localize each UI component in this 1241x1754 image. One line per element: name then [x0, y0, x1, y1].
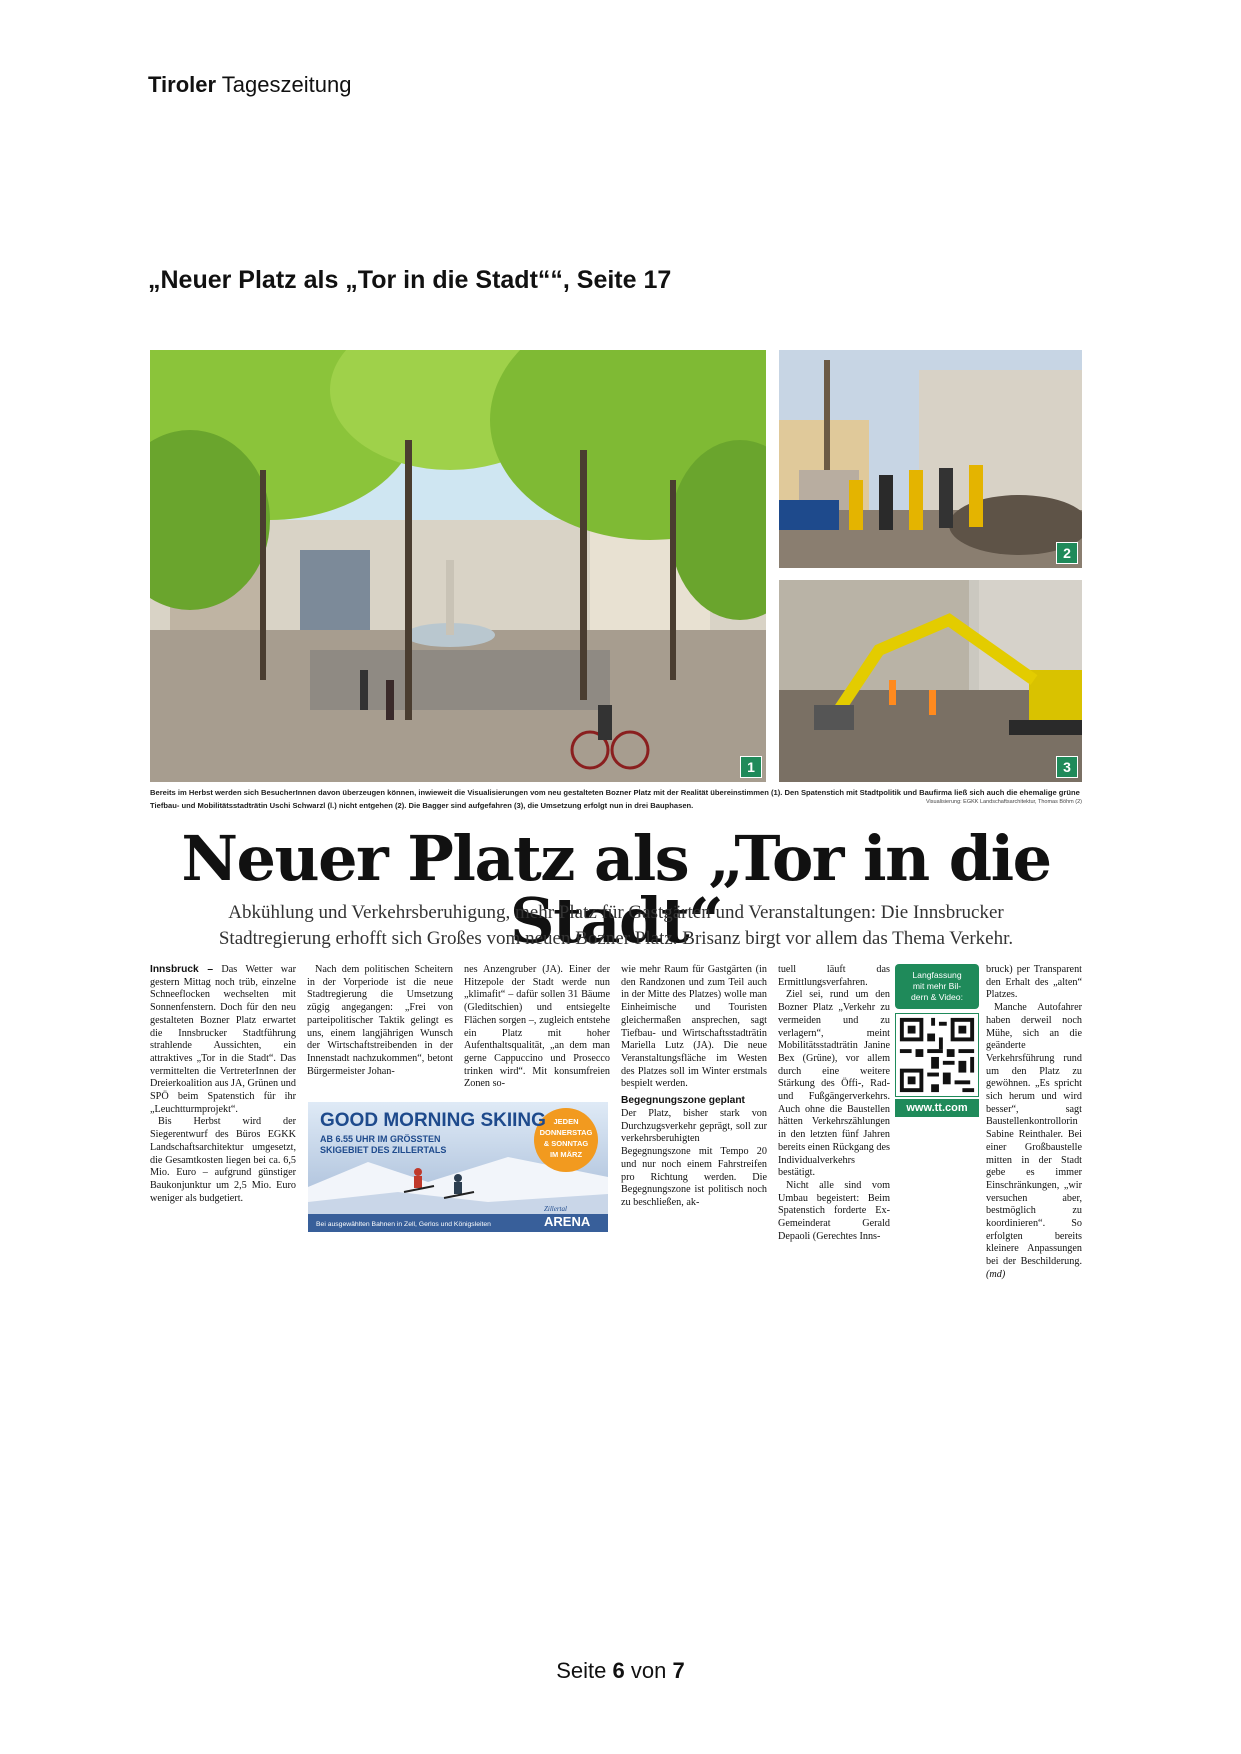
ad-brand: ARENA [544, 1214, 591, 1229]
ad-footer: Bei ausgewählten Bahnen in Zell, Gerlos und Königsleiten [316, 1221, 491, 1228]
article-reference: „Neuer Platz als „Tor in die Stadt““, Seite 17 [148, 266, 672, 294]
article-column-5 [778, 964, 890, 1243]
paragraph: Bis Herbst wird der Siegerentwurf des Büros EGKK Landschaftsarchitektur umgesetzt, die Gesamtkosten liegen bei ca. 6,5 Mio. Euro – aufgrund günstiger Baukonjunktur um 2,5 Mio. Euro weniger als budgetiert. [150, 1116, 296, 1204]
ad-badge-line-3: & SONNTAG [543, 1139, 589, 1148]
footer-prefix: Seite [556, 1658, 607, 1683]
photo-visualization [150, 350, 766, 782]
publication-name-bold: Tiroler [148, 72, 217, 97]
photo-excavator [779, 580, 1082, 782]
photo-groundbreaking [779, 350, 1082, 568]
qr-info-box[interactable] [895, 964, 979, 1129]
paragraph: nes Anzengruber (JA). Einer der Hitzepole der Stadt werde nun „klimafit“ – dafür sollen 31 Bäume (Gleditschien) und entsiegelte Flächen sorgen –, zugleich entstehe ein Platz mit hoher Aufenthaltsqualität, „an dem man gerne Cappuccino und Prosecco trinken wird“. Mit konsumfreien Zonen so- [464, 964, 610, 1090]
qr-code[interactable] [895, 1013, 979, 1097]
paragraph: Nach dem politischen Scheitern in der Vorperiode ist die neue Stadtregierung die Umsetzung zügig angegangen: „Frei von parteipolitischer Taktik gelingt es uns, einem langjährigen Wunsch der Wirtschaftstreibenden in der Innenstadt nachzukommen“, betont Bürgermeister Johan- [307, 964, 453, 1077]
qr-label: Langfassung mit mehr Bil- dern & Video: [895, 964, 979, 1009]
paragraph: Nicht alle sind vom Umbau begeistert: Beim Spatenstich forderte Ex-Gemeinderat Gerald Depaoli (Gerechtes Inns- [778, 1179, 890, 1242]
paragraph: Der Platz, bisher stark von Durchzugsverkehr geprägt, soll zur verkehrsberuhigten Begegnungszone mit Tempo 20 und nur noch einem Fahrstreifen pro Richtung werden. Die Begegnungszone ist politisch noch zu beschließen, ak- [621, 1108, 767, 1208]
ad-brand-small: Zillertal [544, 1205, 567, 1213]
qr-code-icon [896, 1014, 978, 1096]
page-footer [0, 1658, 1241, 1684]
visualization-image [150, 350, 766, 782]
ad-badge-line-1: JEDEN [553, 1117, 579, 1126]
paragraph [150, 964, 296, 1116]
excavator-image [779, 580, 1082, 782]
article-column-4 [621, 964, 767, 1210]
photo-credit: Visualisierung: EGKK Landschaftsarchitektur, Thomas Böhm (2) [925, 799, 1082, 805]
paragraph: tuell läuft das Ermittlungsverfahren. [778, 964, 890, 988]
subheading: Begegnungszone geplant [621, 1095, 745, 1107]
article-headline: Neuer Platz als „Tor in die Stadt“ [181, 822, 1051, 957]
article-column-1 [150, 964, 296, 1205]
publication-name [148, 72, 351, 98]
ad-title: GOOD MORNING SKIING [320, 1110, 546, 1131]
ad-graphic [308, 1102, 608, 1232]
ad-line-2: SKIGEBIET DES ZILLERTALS [320, 1145, 447, 1155]
photo-badge-1: 1 [740, 756, 762, 778]
groundbreaking-image [779, 350, 1082, 568]
article-column-6 [986, 964, 1082, 1282]
author-sign: (md) [986, 1268, 1006, 1280]
ad-badge-line-2: DONNERSTAG [539, 1128, 593, 1137]
ad-badge-line-4: IM MÄRZ [549, 1150, 583, 1159]
ad-line-1: AB 6.55 UHR IM GRÖSSTEN [320, 1134, 441, 1144]
dateline: Innsbruck – [150, 964, 214, 975]
newspaper-clipping [150, 350, 1082, 1280]
paragraph: bruck) per Transparent den Erhalt des „alten“ Platzes. [986, 964, 1082, 1001]
photo-badge-3: 3 [1056, 756, 1078, 778]
paragraph: wie mehr Raum für Gastgärten (in den Randzonen und zum Teil auch in der Mitte des Platzes) wolle man Einheimische und Touristen gleichermaßen ansprechen, sagt Tiefbau- und Wirtschaftsstadträtin Mariella Lutz (JA). Die neue Veranstaltungsfläche im Westen des Platzes soll im Winter erstmals bespielt werden. [621, 964, 767, 1090]
publication-name-rest: Tageszeitung [221, 72, 352, 97]
advertisement-banner[interactable] [308, 1102, 608, 1232]
article-column-3 [464, 964, 610, 1091]
qr-url[interactable]: www.tt.com [895, 1099, 979, 1117]
paragraph-text: Manche Autofahrer haben derweil noch Mühe, sich an die geänderte Verkehrsführung rund um den Platz zu gewöhnen. „Es spricht sich herum und wird besser“, sagt Baustellenkontrollorin Sabine Reinthaler. Bei einer Großbaustelle mitten in der Stadt gebe es immer Einschränkungen, „wir versuchen aber, bestmöglich zu koordinieren“. So erfolgten bereits kleinere Anpassungen bei der Beschilderung. [986, 1002, 1082, 1268]
photo-caption: Bereits im Herbst werden sich BesucherInnen davon überzeugen können, inwieweit die Visualisierungen vom neu gestalteten Bozner Platz mit der Realität übereinstimmen (1). Den Spatenstich mit Stadtpolitik und Baufirma ließ sich auch die ehemalige grüne Tiefbau- und Mobilitätsstadträtin Uschi Schwarzl (l.) nicht entgehen (2). Die Bagger sind aufgefahren (3), die Umsetzung erfolgt nun in drei Bauphasen. [150, 788, 1080, 810]
paragraph-text: Das Wetter war gestern Mittag noch trüb, einzelne Schneeflocken wechselten mit Sonnenfenstern. Doch für den neu gestalteten Bozner Platz erwartet die Innsbrucker Stadtführung strahlende Aussichten, ein attraktives „Tor in die Stadt“. Das vermittelten die VertreterInnen der Dreierkoalition aus JA, Grünen und SPÖ beim Spatenstich für ihr „Leuchtturmprojekt“. [150, 964, 297, 1115]
article-subheadline: Abkühlung und Verkehrsberuhigung, mehr Platz für Gastgärten und Veranstaltungen: Die Innsbrucker Stadtregierung erhofft sich Großes vom neuen Bozner Platz. Brisanz birgt vor allem das Thema Verkehr. [218, 902, 1014, 949]
footer-total-pages: 7 [672, 1658, 685, 1683]
footer-current-page: 6 [612, 1658, 625, 1683]
footer-mid: von [630, 1658, 667, 1683]
paragraph [986, 1002, 1082, 1281]
article-column-2 [307, 964, 453, 1078]
photo-badge-2: 2 [1056, 542, 1078, 564]
paragraph: Ziel sei, rund um den Bozner Platz „Verkehr zu vermeiden und zu verlagern“, meint Mobilitätsstadträtin Janine Bex (Grüne), vor allem durch eine weitere Stärkung des Öffi-, Rad- und Fußgängerverkehrs. Auch ohne die Baustellen hätten Verkehrszählungen in den letzten fünf Jahren bereits einen Rückgang des Individualverkehrs bestätigt. [778, 989, 890, 1179]
